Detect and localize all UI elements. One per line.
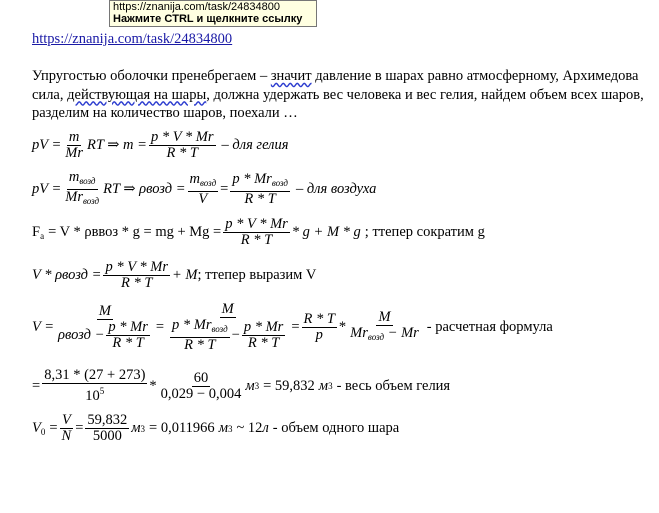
eq7-frac1: $\frac{V}{N}$ bbox=[61, 412, 72, 444]
equation-air bbox=[32, 170, 376, 209]
eq2-frac1: $\frac{m_{возд}}{Mr_{возд}}$ bbox=[65, 169, 100, 206]
equation-helium bbox=[32, 130, 288, 161]
para-part-4: действующая на шары bbox=[67, 86, 207, 103]
eq2-eq: = bbox=[220, 181, 229, 197]
eq4-rest: + M bbox=[172, 267, 198, 283]
para-part-2: значит bbox=[270, 68, 312, 84]
link-tooltip bbox=[109, 0, 317, 27]
eq7-result: = 0,011966 bbox=[149, 420, 215, 436]
eq3-rest: * g + M * g bbox=[291, 224, 361, 240]
equation-archimedes bbox=[32, 217, 485, 248]
eq1-mid: RT ⇒ m = bbox=[87, 137, 147, 153]
eq6-lhs: = bbox=[32, 377, 41, 394]
eq2-mid: RT ⇒ ρвозд = bbox=[103, 181, 186, 197]
eq1-frac1: $\frac{m}{Mr}$ bbox=[65, 129, 83, 161]
eq3-frac: $\frac{p * V * Mr}{R * T}$ bbox=[225, 216, 288, 248]
equation-single-volume: $V_0$ = $\frac{V}{N}$ = $\frac{59,832}{5000}$ м 3 = 0,011966 м 3 ~ 12 л - объем одного шара bbox=[32, 412, 400, 444]
task-link[interactable]: https://znanija.com/task/24834800 bbox=[32, 31, 233, 47]
eq1-tail: – для гелия bbox=[221, 137, 289, 153]
eq7-tail: - объем одного шара bbox=[272, 420, 400, 436]
equation-total-volume: = $\frac{8,31 * (27 + 273)}{10^5}$ * $\frac{60}{0,029 - 0,004}$ м 3 = 59,832 м 3 - весь объем гелия bbox=[32, 367, 451, 404]
equation-formula: V = M ρвозд − $\frac{p * Mr}{R * T}$ = M $\frac{p * Mr_{возд}}{R * T}$ − $\frac{p * Mr}{R * T}$ = $\frac{R * T}{p}$ * $\frac{M}{Mr_{возд} - Mr}$ - расчетная формула bbox=[32, 301, 553, 353]
eq2-tail: – для воздуха bbox=[295, 181, 377, 197]
eq3-tail: ; ттепер сократим g bbox=[364, 224, 485, 240]
eq7-lhs: $V_0$ bbox=[32, 420, 46, 437]
equation-volume-step bbox=[32, 260, 316, 291]
eq7-frac2: $\frac{59,832}{5000}$ bbox=[87, 412, 128, 444]
eq6-tail: - весь объем гелия bbox=[336, 377, 451, 394]
para-part-5: , должна удержать вес человека и вес гелия, найдем объем всех шаров, разделим на количество шаров, поехали … bbox=[32, 86, 644, 121]
intro-paragraph bbox=[32, 67, 652, 123]
para-part-1: Упругостью оболочки пренебрегаем – bbox=[32, 68, 271, 84]
eq2-frac3: $\frac{p * Mr_{возд}}{R * T}$ bbox=[232, 171, 288, 207]
eq5-frac-b: M $\frac{p * Mr_{возд}}{R * T}$ − $\frac{p * Mr}{R * T}$ bbox=[172, 301, 284, 353]
eq5-frac-c: $\frac{R * T}{p}$ bbox=[303, 311, 335, 343]
eq3-lhs: $F_a$ bbox=[32, 224, 45, 241]
eq6-frac1: $\frac{8,31 * (27 + 273)}{10^5}$ bbox=[44, 367, 146, 404]
eq3-mid: = V * ρввоз * g = mg + Mg = bbox=[48, 224, 222, 240]
eq6-result: = 59,832 bbox=[263, 377, 315, 394]
eq2-lhs: pV = bbox=[32, 181, 62, 197]
tooltip-hint: Нажмите CTRL и щелкните ссылку bbox=[113, 13, 303, 25]
para-part-3: давление в шарах равно атмосферному, Архимедова сила, bbox=[32, 68, 639, 103]
eq1-frac2: $\frac{p * V * Mr}{R * T}$ bbox=[150, 129, 214, 161]
eq1-lhs: pV = bbox=[32, 137, 62, 153]
eq4-tail: ; ттепер выразим V bbox=[197, 267, 317, 283]
eq5-frac-d: $\frac{M}{Mr_{возд} - Mr}$ bbox=[350, 309, 419, 342]
eq6-frac2: $\frac{60}{0,029 - 0,004}$ bbox=[160, 369, 242, 402]
eq4-lhs: V * ρвозд = bbox=[32, 267, 102, 283]
eq4-frac: $\frac{p * V * Mr}{R * T}$ bbox=[105, 259, 169, 291]
eq5-tail: - расчетная формула bbox=[426, 319, 553, 335]
eq2-frac2: $\frac{m_{возд}}{V}$ bbox=[189, 171, 217, 207]
eq5-lhs: V = bbox=[32, 319, 55, 335]
tooltip-url: https://znanija.com/task/24834800 bbox=[113, 1, 280, 13]
eq5-frac-a: M ρвозд − $\frac{p * Mr}{R * T}$ bbox=[58, 303, 148, 351]
